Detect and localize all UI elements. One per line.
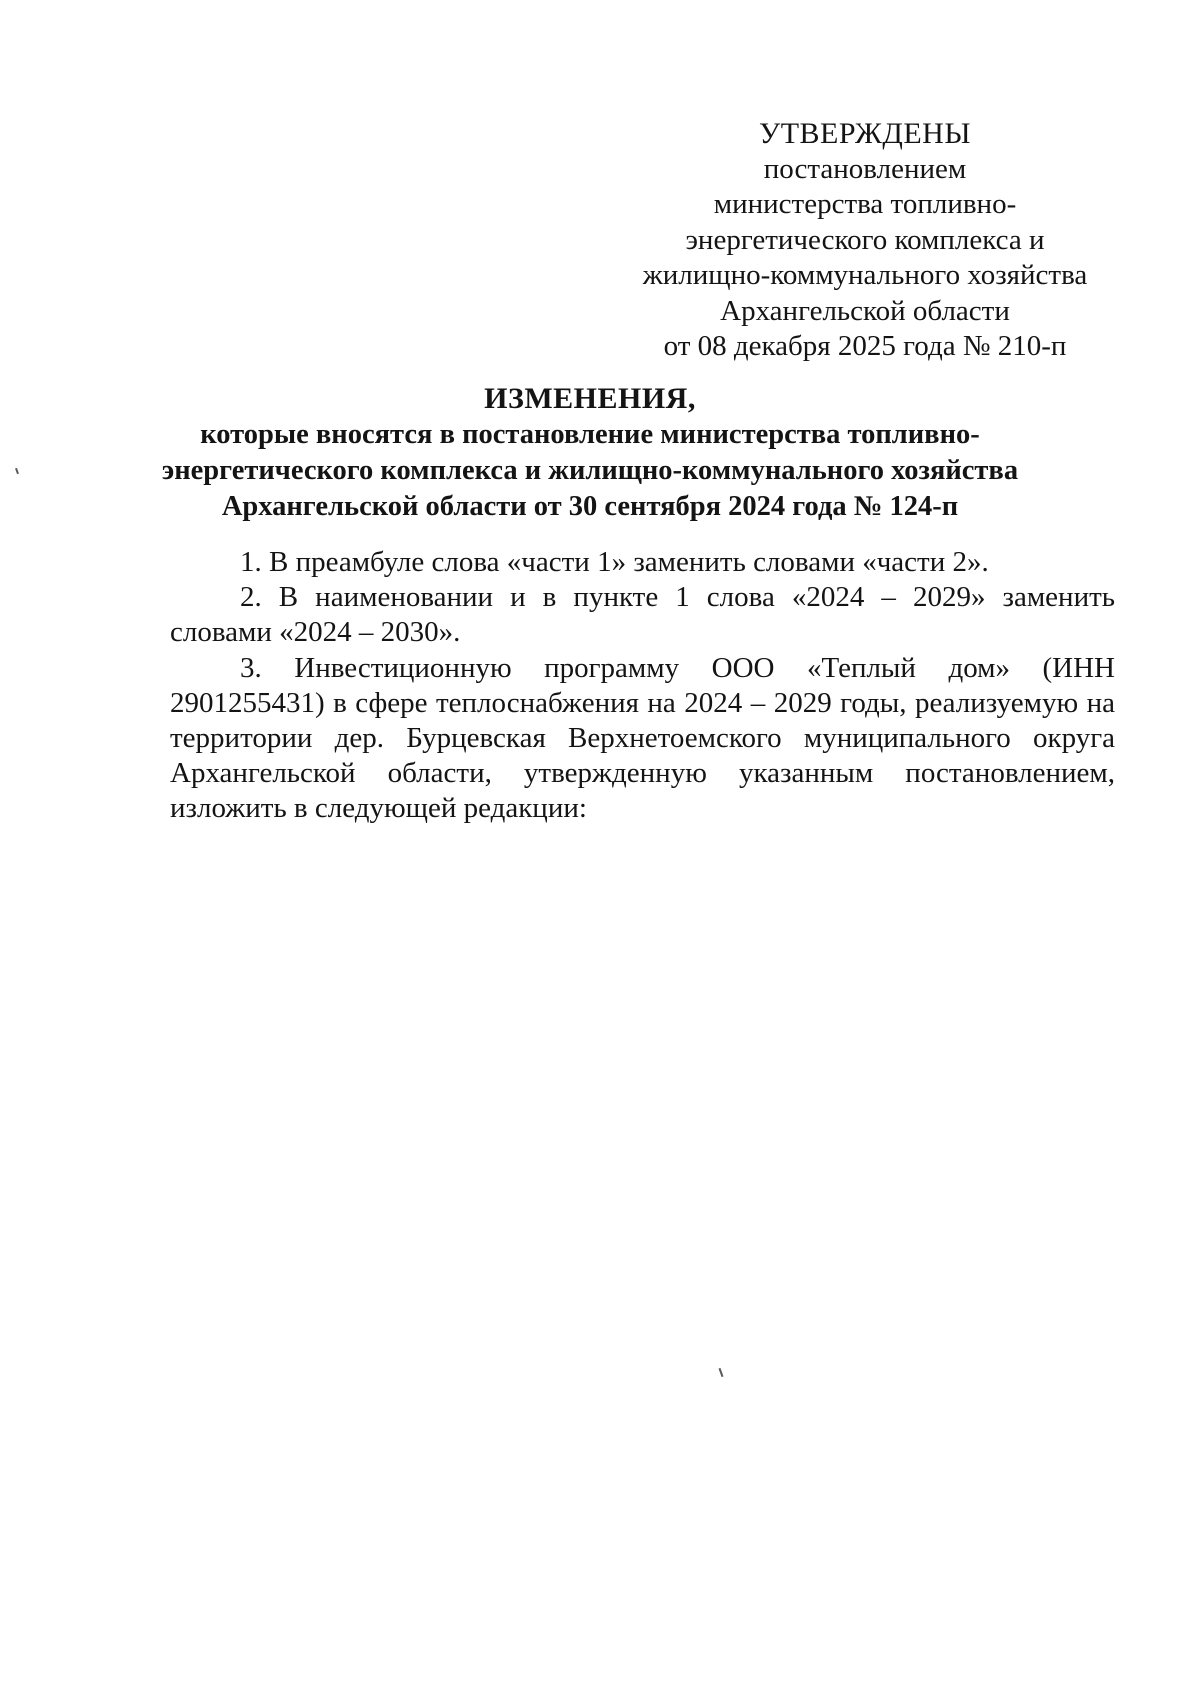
heading-subtitle-line: энергетического комплекса и жилищно-коммунального хозяйства [161,455,1019,486]
approval-line: от 08 декабря 2025 года № 210-п [663,330,1067,362]
document-heading [150,381,1030,525]
amendment-item-3: 3. Инвестиционную программу ООО «Теплый дом» (ИНН 2901255431) в сфере теплоснабжения на 2024 – 2029 годы, реализуемую на территории дер. Бурцевская Верхнетоемского муниципального округа Архангельской области, утвержденную указанным постановлением, изложить в следующей редакции: [170,651,1115,825]
scan-speck [15,468,19,474]
heading-subtitle-line: которые вносятся в постановление министерства топливно- [200,419,980,450]
amendment-item-2: 2. В наименовании и в пункте 1 слова «2024 – 2029» заменить словами «2024 – 2030». [170,581,1115,649]
amendment-item-1: 1. В преамбуле слова «части 1» заменить словами «части 2». [240,546,989,578]
heading-title: ИЗМЕНЕНИЯ, [484,382,696,415]
heading-subtitle-line: Архангельской области от 30 сентября 2024 года № 124-п [221,491,959,522]
approval-block [620,116,1110,365]
approval-line: постановлением [763,152,967,185]
scan-speck [719,1368,724,1377]
approval-line: энергетического комплекса и [685,223,1045,256]
approval-line: жилищно-коммунального хозяйства [642,259,1088,291]
approval-line: министерства топливно- [713,188,1017,220]
document-body [170,545,1115,827]
approval-line: Архангельской области [720,294,1010,327]
approval-title: УТВЕРЖДЕНЫ [758,117,972,150]
